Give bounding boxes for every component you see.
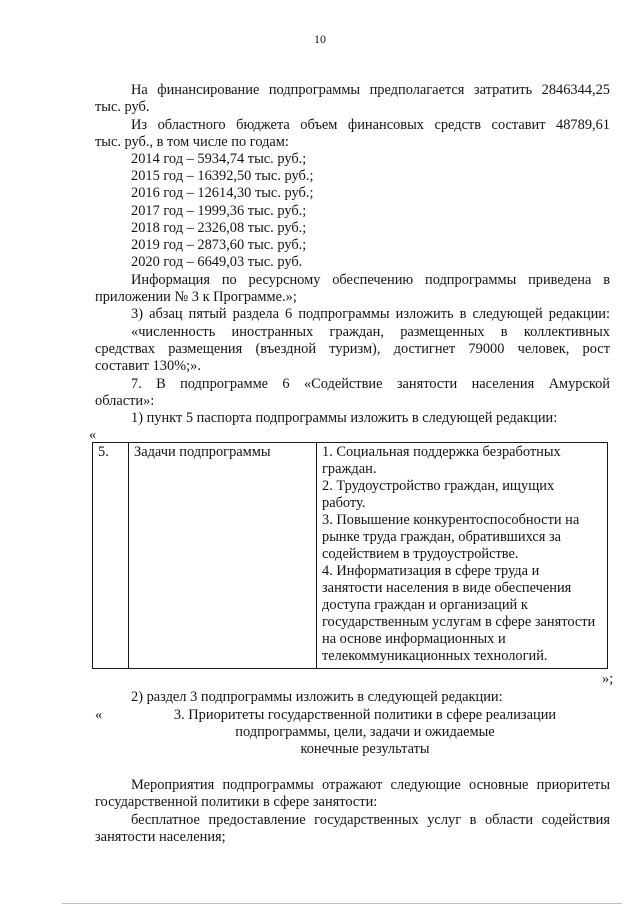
task-line: 1. Социальная поддержка безработных [322,444,561,460]
row-tasks-cell [317,443,608,669]
year-line: 2015 год – 16392,50 тыс. руб.; [131,168,314,184]
task-line: 4. Информатизация в сфере труда и [322,563,540,579]
row-number-cell: 5. [93,443,129,669]
year-line: 2016 год – 12614,30 тыс. руб.; [131,185,314,201]
section-3-heading-line-3: конечные результаты [300,741,430,757]
section-3-heading-line-1: 3. Приоритеты государственной политики в сфере реализации [173,707,557,723]
task-line: занятости населения в виде обеспечения [322,580,572,596]
year-line: 2020 год – 6649,03 тыс. руб. [131,254,303,270]
task-line: на основе информационных и [322,631,506,647]
task-line: 2. Трудоустройство граждан, ищущих [322,478,555,494]
year-line: 2018 год – 2326,08 тыс. руб.; [131,220,307,236]
item-7-line-2: области»: [95,393,155,409]
priorities-paragraph-line-2: государственной политики в сфере занятости: [95,794,378,810]
section-3-open-quote: « [95,707,103,723]
year-line: 2019 год – 2873,60 тыс. руб.; [131,237,307,253]
task-line: работу. [322,495,366,511]
task-line: граждан. [322,461,377,477]
resource-info-line-2: приложении № 3 к Программе.»; [95,289,297,305]
resource-info-line-1: Информация по ресурсному обеспечению подпрограммы приведена в [131,272,610,288]
task-line: содействием в трудоустройстве. [322,546,519,562]
item-3-quote-line-3: составит 130%;». [95,358,201,374]
task-line: 3. Повышение конкурентоспособности на [322,512,580,528]
table-row [93,443,608,669]
item-7-line-1: 7. В подпрограмме 6 «Содействие занятости населения Амурской [131,376,610,392]
table-close-quote: »; [602,671,614,687]
task-line: доступа граждан и организаций к [322,597,528,613]
item-7-sub-1: 1) пункт 5 паспорта подпрограммы изложить в следующей редакции: [131,410,558,426]
year-line: 2017 год – 1999,36 тыс. руб.; [131,203,307,219]
row-name-cell: Задачи подпрограммы [129,443,317,669]
free-services-line-2: занятости населения; [95,829,226,845]
section-3-intro: 2) раздел 3 подпрограммы изложить в следующей редакции: [131,689,503,705]
item-3-quote-line-2: средствах размещения (въездной туризм), достигнет 79000 человек, рост [95,341,610,357]
regional-budget-line-1: Из областного бюджета объем финансовых средств составит 48789,61 [131,117,610,133]
section-3-heading-line-2: подпрограммы, цели, задачи и ожидаемые [235,724,495,740]
funding-paragraph-line-1: На финансирование подпрограммы предполагается затратить 2846344,25 [131,82,610,98]
scan-edge-line [62,903,622,904]
funding-paragraph-line-2: тыс. руб. [95,99,150,115]
item-3-quote-line-1: «численность иностранных граждан, размещенных в коллективных [131,324,610,340]
priorities-paragraph-line-1: Мероприятия подпрограммы отражают следующие основные приоритеты [131,777,610,793]
passport-table [92,442,608,669]
regional-budget-line-2: тыс. руб., в том числе по годам: [95,134,289,150]
task-line: рынке труда граждан, обратившихся за [322,529,562,545]
table-open-quote: « [89,427,97,443]
task-line: телекоммуникационных технологий. [322,648,548,664]
page-number: 10 [314,32,326,46]
free-services-line-1: бесплатное предоставление государственных услуг в области содействия [131,812,610,828]
year-line: 2014 год – 5934,74 тыс. руб.; [131,151,307,167]
task-line: государственным услугам в сфере занятости [322,614,596,630]
item-3-line: 3) абзац пятый раздела 6 подпрограммы изложить в следующей редакции: [131,306,610,322]
